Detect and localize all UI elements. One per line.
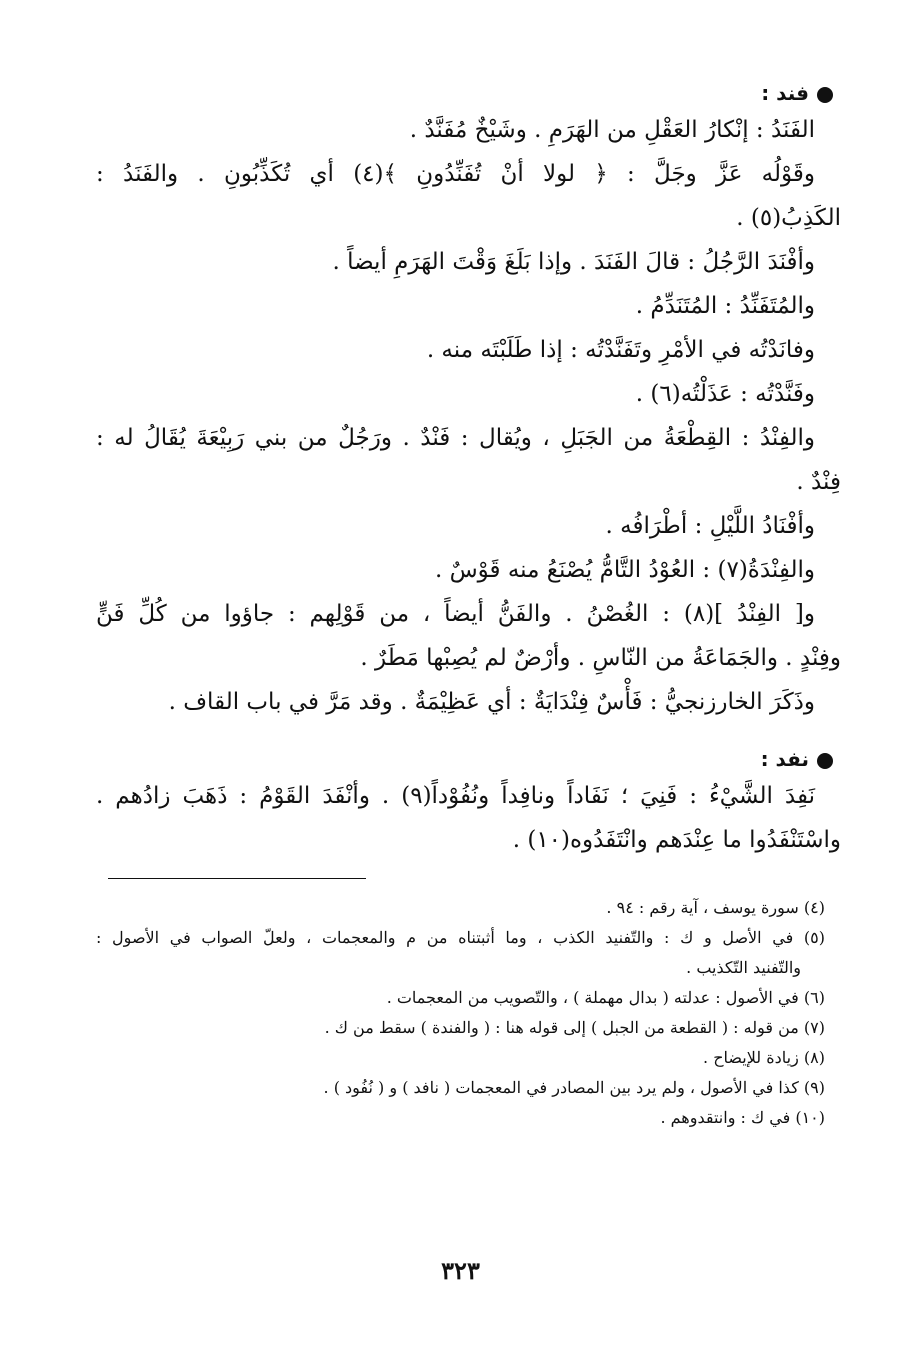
text-line: فِنْدٌ . (796, 469, 841, 495)
footnote: (٤) سورة يوسف ، آية رقم : ٩٤ . (606, 898, 825, 917)
footnote: (١٠) في ك : وانتقدوهم . (660, 1108, 825, 1127)
text-line: وذَكَرَ الخارزنجيُّ : فَأْسٌ فِنْدَايَةٌ : أي عَظِيْمَةٌ . وقد مَرَّ في باب القاف . (168, 689, 815, 715)
text-line: وفَنَّدْتُه : عَذَلْتُه(٦) . (635, 381, 815, 407)
spacer (96, 724, 841, 744)
entry-fnd (96, 78, 841, 724)
bullet-icon (817, 87, 833, 103)
footnotes (96, 893, 841, 1133)
text-line: الفَنَدُ : إنْكارُ العَقْلِ من الهَرَمِ . وشَيْخٌ مُفَنَّدٌ . (409, 117, 815, 143)
text-line: نَفِدَ الشَّيْءُ : فَنِيَ ؛ نَفَاداً ونافِداً ونُفُوْداً(٩) . وأنْفَدَ القَوْمُ : ذَهَبَ زادُهم . (96, 783, 815, 809)
entry-heading: نفد : (96, 744, 833, 774)
footnote: (٩) كذا في الأصول ، ولم يرد بين المصادر في المعجمات ( نافد ) و ( نُفُود ) . (323, 1078, 825, 1097)
document-page (96, 78, 841, 1133)
text-line: والفِنْدَةُ(٧) : العُوْدُ التَّامُّ يُصْنَعُ منه قَوْسٌ . (434, 557, 815, 583)
footnote: (٨) زيادة للإيضاح . (703, 1048, 825, 1067)
entry-nfd (96, 744, 841, 862)
text-line: والفِنْدُ : القِطْعَةُ من الجَبَلِ ، ويُقال : فَنْدٌ . ورَجُلٌ من بني رَبِيْعَةَ يُقَالُ له : (96, 425, 815, 451)
text-line: وقَوْلُه عَزَّ وجَلَّ : ﴿ لولا أنْ تُفَنِّدُونِ ﴾(٤) أي تُكَذِّبُونِ . والفَنَدُ : (96, 161, 815, 187)
footnote: (٧) من قوله : ( القطعة من الجبل ) إلى قوله هنا : ( والفندة ) سقط من ك . (324, 1018, 825, 1037)
text-line: وفانَدْتُه في الأمْرِ وتَفَنَّدْتُه : إذا طَلَبْتَه منه . (426, 337, 815, 363)
bullet-icon (817, 753, 833, 769)
entry-heading: فند : (96, 78, 833, 108)
text-line: وأفْنَادُ اللَّيْلِ : أطْرَافُه . (605, 513, 815, 539)
page-number: ٣٢٣ (441, 1256, 480, 1285)
footnote-divider (108, 878, 366, 879)
footnote: (٥) في الأصل و ك : والتّفنيد الكذب ، وما أثبتناه من م والمعجمات ، ولعلّ الصواب في الأصول : (96, 928, 825, 947)
text-line: وفِنْدٍ . والجَمَاعَةُ من النّاسِ . وأرْضٌ لم يُصِبْها مَطَرٌ . (360, 645, 841, 671)
footnote: (٦) في الأصول : عدلته ( بدال مهملة ) ، والتّصويب من المعجمات . (386, 988, 825, 1007)
text-line: وأفْنَدَ الرَّجُلُ : قالَ الفَنَدَ . وإذا بَلَغَ وَقْتَ الهَرَمِ أيضاً . (332, 249, 815, 275)
text-line: والمُتَفَنِّدُ : المُتَنَدِّمُ . (635, 293, 815, 319)
footnote-continuation: والتّفنيد التّكذيب . (686, 958, 801, 977)
text-line: واسْتَنْفَدُوا ما عِنْدَهم وانْتَفَدُوه(١٠) . (512, 827, 841, 853)
text-line: و[ الفِنْدُ ](٨) : الغُصْنُ . والفَنُّ أيضاً ، من قَوْلِهم : جاؤوا من كُلِّ فَنٍّ (96, 601, 815, 627)
footnote-divider-wrap (96, 878, 841, 879)
text-line: الكَذِبُ(٥) . (736, 205, 841, 231)
